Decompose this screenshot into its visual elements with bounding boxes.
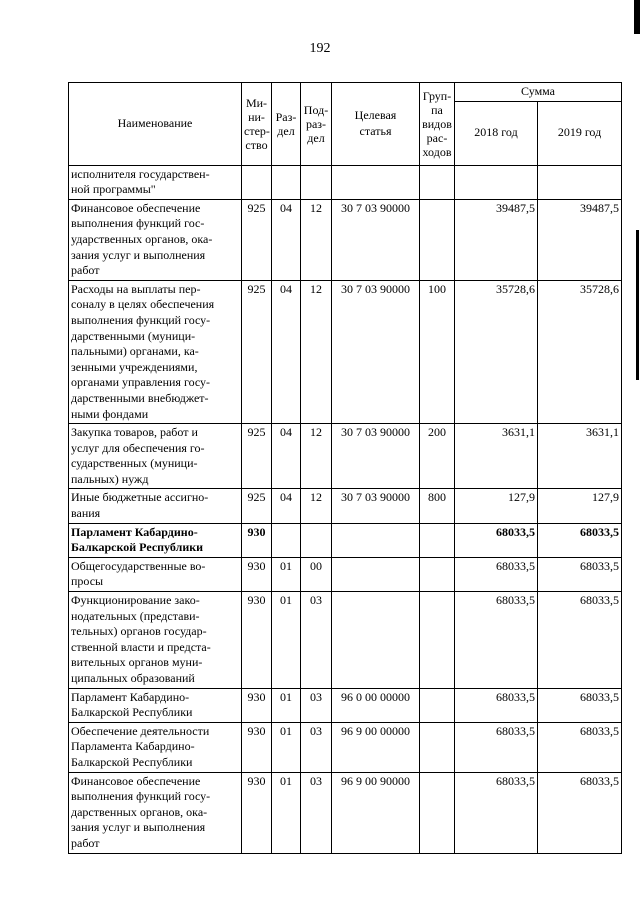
table-row — [69, 772, 622, 853]
cell-subsection — [301, 523, 332, 557]
header-expense-group: Груп- па видов рас- ходов — [420, 83, 455, 166]
table-row — [69, 280, 622, 423]
budget-table — [68, 82, 622, 854]
cell-ministry: 925 — [242, 199, 272, 280]
edge-tick — [636, 230, 639, 380]
cell-2018: 68033,5 — [455, 722, 538, 772]
cell-2019: 35728,6 — [538, 280, 622, 423]
cell-2018: 39487,5 — [455, 199, 538, 280]
cell-ministry: 930 — [242, 688, 272, 722]
cell-expense-group — [420, 772, 455, 853]
cell-2018: 68033,5 — [455, 592, 538, 689]
header-name: Наименование — [69, 83, 242, 166]
table-row — [69, 165, 622, 199]
cell-target: 96 0 00 00000 — [332, 688, 420, 722]
cell-2018: 3631,1 — [455, 424, 538, 489]
cell-subsection: 03 — [301, 722, 332, 772]
cell-2018: 68033,5 — [455, 523, 538, 557]
cell-2019: 68033,5 — [538, 688, 622, 722]
edge-mark — [634, 0, 640, 34]
cell-2019: 3631,1 — [538, 424, 622, 489]
cell-section: 01 — [272, 592, 301, 689]
cell-name: Расходы на выплаты пер- соналу в целях обеспечения выполнения функций госу- дарственными (муници- пальными) органами, ка- зенными учреждениями, органами управления госу- дарственными внебюджет- ными фондами — [69, 280, 242, 423]
header-sum: Сумма — [455, 83, 622, 102]
cell-section: 01 — [272, 557, 301, 591]
cell-target — [332, 592, 420, 689]
cell-section — [272, 523, 301, 557]
cell-section: 04 — [272, 424, 301, 489]
cell-name: исполнителя государствен- ной программы" — [69, 165, 242, 199]
cell-target: 30 7 03 90000 — [332, 199, 420, 280]
cell-2019 — [538, 165, 622, 199]
cell-subsection: 12 — [301, 424, 332, 489]
cell-name: Иные бюджетные ассигно- вания — [69, 489, 242, 523]
cell-expense-group — [420, 688, 455, 722]
table-row — [69, 424, 622, 489]
cell-ministry — [242, 165, 272, 199]
cell-name: Парламент Кабардино- Балкарской Республики — [69, 523, 242, 557]
header-target: Целевая статья — [332, 83, 420, 166]
cell-subsection: 03 — [301, 688, 332, 722]
cell-target — [332, 523, 420, 557]
cell-subsection: 00 — [301, 557, 332, 591]
cell-2019: 127,9 — [538, 489, 622, 523]
cell-target — [332, 557, 420, 591]
cell-expense-group: 200 — [420, 424, 455, 489]
cell-ministry: 925 — [242, 424, 272, 489]
cell-2019: 68033,5 — [538, 772, 622, 853]
cell-name: Общегосударственные во- просы — [69, 557, 242, 591]
table-row — [69, 199, 622, 280]
cell-ministry: 925 — [242, 280, 272, 423]
cell-subsection: 12 — [301, 280, 332, 423]
cell-ministry: 930 — [242, 772, 272, 853]
cell-section: 04 — [272, 280, 301, 423]
cell-expense-group — [420, 523, 455, 557]
cell-ministry: 930 — [242, 722, 272, 772]
cell-target: 30 7 03 90000 — [332, 424, 420, 489]
table-row — [69, 592, 622, 689]
cell-expense-group — [420, 557, 455, 591]
cell-name: Финансовое обеспечение выполнения функций госу- дарственных органов, ока- зания услуг и выполнения работ — [69, 772, 242, 853]
cell-subsection: 12 — [301, 199, 332, 280]
table-row — [69, 722, 622, 772]
cell-2018: 68033,5 — [455, 688, 538, 722]
cell-expense-group — [420, 165, 455, 199]
header-subsection: Под- раз- дел — [301, 83, 332, 166]
header-section: Раз- дел — [272, 83, 301, 166]
cell-subsection: 03 — [301, 592, 332, 689]
cell-section: 04 — [272, 489, 301, 523]
cell-section: 01 — [272, 722, 301, 772]
cell-name: Функционирование зако- нодательных (представи- тельных) органов государ- ственной власти и предста- вительных органов муни- ципальных образований — [69, 592, 242, 689]
cell-subsection: 12 — [301, 489, 332, 523]
cell-expense-group: 800 — [420, 489, 455, 523]
cell-name: Парламент Кабардино- Балкарской Республики — [69, 688, 242, 722]
cell-target: 96 9 00 90000 — [332, 772, 420, 853]
cell-ministry: 930 — [242, 523, 272, 557]
cell-2019: 68033,5 — [538, 592, 622, 689]
cell-section: 04 — [272, 199, 301, 280]
cell-2018 — [455, 165, 538, 199]
header-year-2018: 2018 год — [455, 101, 538, 165]
cell-name: Закупка товаров, работ и услуг для обеспечения го- сударственных (муници- пальных) нужд — [69, 424, 242, 489]
cell-2018: 68033,5 — [455, 557, 538, 591]
cell-target: 96 9 00 00000 — [332, 722, 420, 772]
cell-expense-group — [420, 199, 455, 280]
table-row — [69, 557, 622, 591]
cell-subsection: 03 — [301, 772, 332, 853]
cell-section — [272, 165, 301, 199]
cell-target: 30 7 03 90000 — [332, 489, 420, 523]
cell-section: 01 — [272, 772, 301, 853]
cell-target: 30 7 03 90000 — [332, 280, 420, 423]
cell-2019: 39487,5 — [538, 199, 622, 280]
cell-2018: 127,9 — [455, 489, 538, 523]
table-row — [69, 489, 622, 523]
cell-2018: 35728,6 — [455, 280, 538, 423]
cell-name: Обеспечение деятельности Парламента Кабардино- Балкарской Республики — [69, 722, 242, 772]
cell-ministry: 930 — [242, 557, 272, 591]
cell-2019: 68033,5 — [538, 523, 622, 557]
table-row — [69, 688, 622, 722]
page-number: 192 — [309, 41, 331, 56]
cell-2018: 68033,5 — [455, 772, 538, 853]
cell-subsection — [301, 165, 332, 199]
header-ministry: Ми- ни- стер- ство — [242, 83, 272, 166]
cell-target — [332, 165, 420, 199]
header-year-2019: 2019 год — [538, 101, 622, 165]
cell-2019: 68033,5 — [538, 557, 622, 591]
cell-ministry: 925 — [242, 489, 272, 523]
cell-section: 01 — [272, 688, 301, 722]
table-row — [69, 523, 622, 557]
cell-ministry: 930 — [242, 592, 272, 689]
cell-name: Финансовое обеспечение выполнения функций гос- ударственных органов, ока- зания услуг и выполнения работ — [69, 199, 242, 280]
cell-expense-group: 100 — [420, 280, 455, 423]
cell-expense-group — [420, 722, 455, 772]
cell-expense-group — [420, 592, 455, 689]
cell-2019: 68033,5 — [538, 722, 622, 772]
